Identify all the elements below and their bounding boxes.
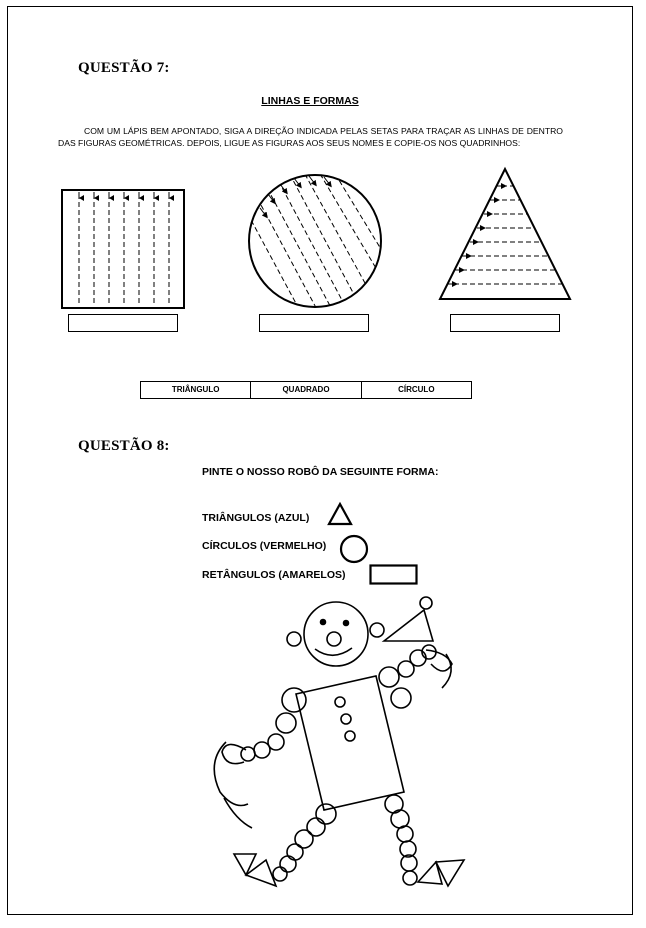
answer-box-circle[interactable] xyxy=(259,314,369,332)
word-bank-triangle[interactable]: TRIÂNGULO xyxy=(171,385,220,394)
question-8-title: QUESTÃO 8: xyxy=(78,438,170,454)
robot-heading: PINTE O NOSSO ROBÔ DA SEGUINTE FORMA: xyxy=(202,466,439,478)
word-bank xyxy=(140,381,472,399)
question-7-subtitle: LINHAS E FORMAS xyxy=(261,95,359,107)
legend-triangle-icon xyxy=(327,502,353,526)
legend-circle-icon xyxy=(339,534,369,564)
word-bank-square[interactable]: QUADRADO xyxy=(250,382,360,398)
word-bank-circle[interactable]: CÍRCULO xyxy=(361,382,471,398)
triangle-figure xyxy=(438,166,572,302)
question-7-instructions: COM UM LÁPIS BEM APONTADO, SIGA A DIREÇÃO INDICADA PELAS SETAS PARA TRAÇAR AS LINHAS DE DENTRO DAS FIGURAS GEOMÉTRICAS. DEPOIS, LIGUE AS FIGURAS AOS SEUS NOMES E COPIE-OS NOS QUADRINHOS: xyxy=(58,126,563,148)
legend-triangles-label: TRIÂNGULOS (AZUL) xyxy=(202,512,310,524)
legend-rectangles-label: RETÂNGULOS (AMARELOS) xyxy=(202,569,346,581)
question-7-title: QUESTÃO 7: xyxy=(78,60,170,76)
legend-rectangle-icon xyxy=(369,564,419,586)
answer-box-square[interactable] xyxy=(68,314,178,332)
robot-drawing xyxy=(196,592,480,910)
legend-circles-label: CÍRCULOS (VERMELHO) xyxy=(202,540,327,552)
square-figure xyxy=(60,188,186,310)
circle-figure xyxy=(246,172,386,312)
answer-box-triangle[interactable] xyxy=(450,314,560,332)
